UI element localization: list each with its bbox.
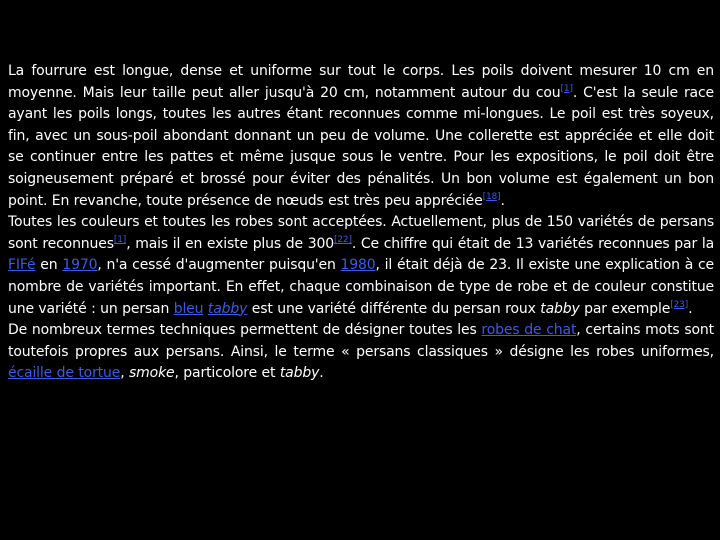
text: , il était déjà de 23. Il existe une explication à ce nombre de variétés important. En effet, chaque combinaison de type de robe et de couleur constitue une variété : un persan	[8, 257, 714, 317]
text: ,	[120, 365, 130, 382]
text: , certains mots sont toutefois propres aux persans. Ainsi, le terme « persans classiques » désigne les robes uniformes,	[8, 322, 714, 360]
text: . Ce chiffre qui était de 13 variétés reconnues par la	[351, 235, 714, 252]
link-1980[interactable]: 1980	[340, 257, 376, 274]
link-tabby[interactable]: tabby	[207, 300, 248, 317]
paragraph-varieties	[8, 212, 714, 320]
paragraph-terms	[8, 320, 714, 385]
citation-link[interactable]: [23]	[670, 299, 689, 310]
text: , particolore et	[174, 365, 280, 382]
citation-link[interactable]: [18]	[482, 191, 501, 202]
citation-link[interactable]: [1]	[560, 83, 573, 94]
link-fife[interactable]: FIFé	[8, 257, 36, 274]
italic-term-smoke: smoke	[129, 365, 175, 382]
paragraph-fur	[8, 61, 714, 212]
link-1970[interactable]: 1970	[62, 257, 98, 274]
text: , n'a cessé d'augmenter puisqu'en	[97, 257, 341, 274]
text: .	[319, 365, 324, 382]
text: .	[688, 300, 693, 317]
text: De nombreux termes techniques permettent de désigner toutes les	[8, 322, 482, 339]
text: , mais il en existe plus de 300	[126, 235, 334, 252]
citation-link[interactable]: [22]	[334, 234, 352, 245]
link-ecaille-de-tortue[interactable]: écaille de tortue	[8, 365, 121, 382]
text: par exemple	[579, 300, 671, 317]
text: .	[500, 192, 505, 209]
text: Toutes les couleurs et toutes les robes sont acceptées. Actuellement, plus de 150 variétés de persans sont reconnues	[8, 214, 714, 252]
text: La fourrure est longue, dense et uniforme sur tout le corps. Les poils doivent mesurer 10 cm en moyenne. Mais leur taille peut aller jusqu'à 20 cm, notamment autour du cou	[8, 63, 714, 101]
link-bleu[interactable]: bleu	[173, 300, 204, 317]
italic-term-tabby: tabby	[540, 300, 580, 317]
text: . C'est la seule race ayant les poils longs, toutes les autres étant reconnues comme mi-longues. Le poil est très soyeux, fin, avec un sous-poil abondant donnant un peu de volume. Une collerette est appréciée et elle doit se continuer entre les pattes et même jusque sous le ventre. Pour les expositions, le poil doit être soigneusement préparé et brossé pour éviter des pénalités. Un bon volume est également un bon point. En revanche, toute présence de nœuds est très peu appréciée	[8, 84, 714, 209]
text: en	[35, 257, 63, 274]
italic-term-tabby: tabby	[279, 365, 320, 382]
link-robes-de-chat[interactable]: robes de chat	[481, 322, 577, 339]
citation-link[interactable]: [1]	[113, 234, 127, 245]
text: est une variété différente du persan roux	[247, 300, 541, 317]
